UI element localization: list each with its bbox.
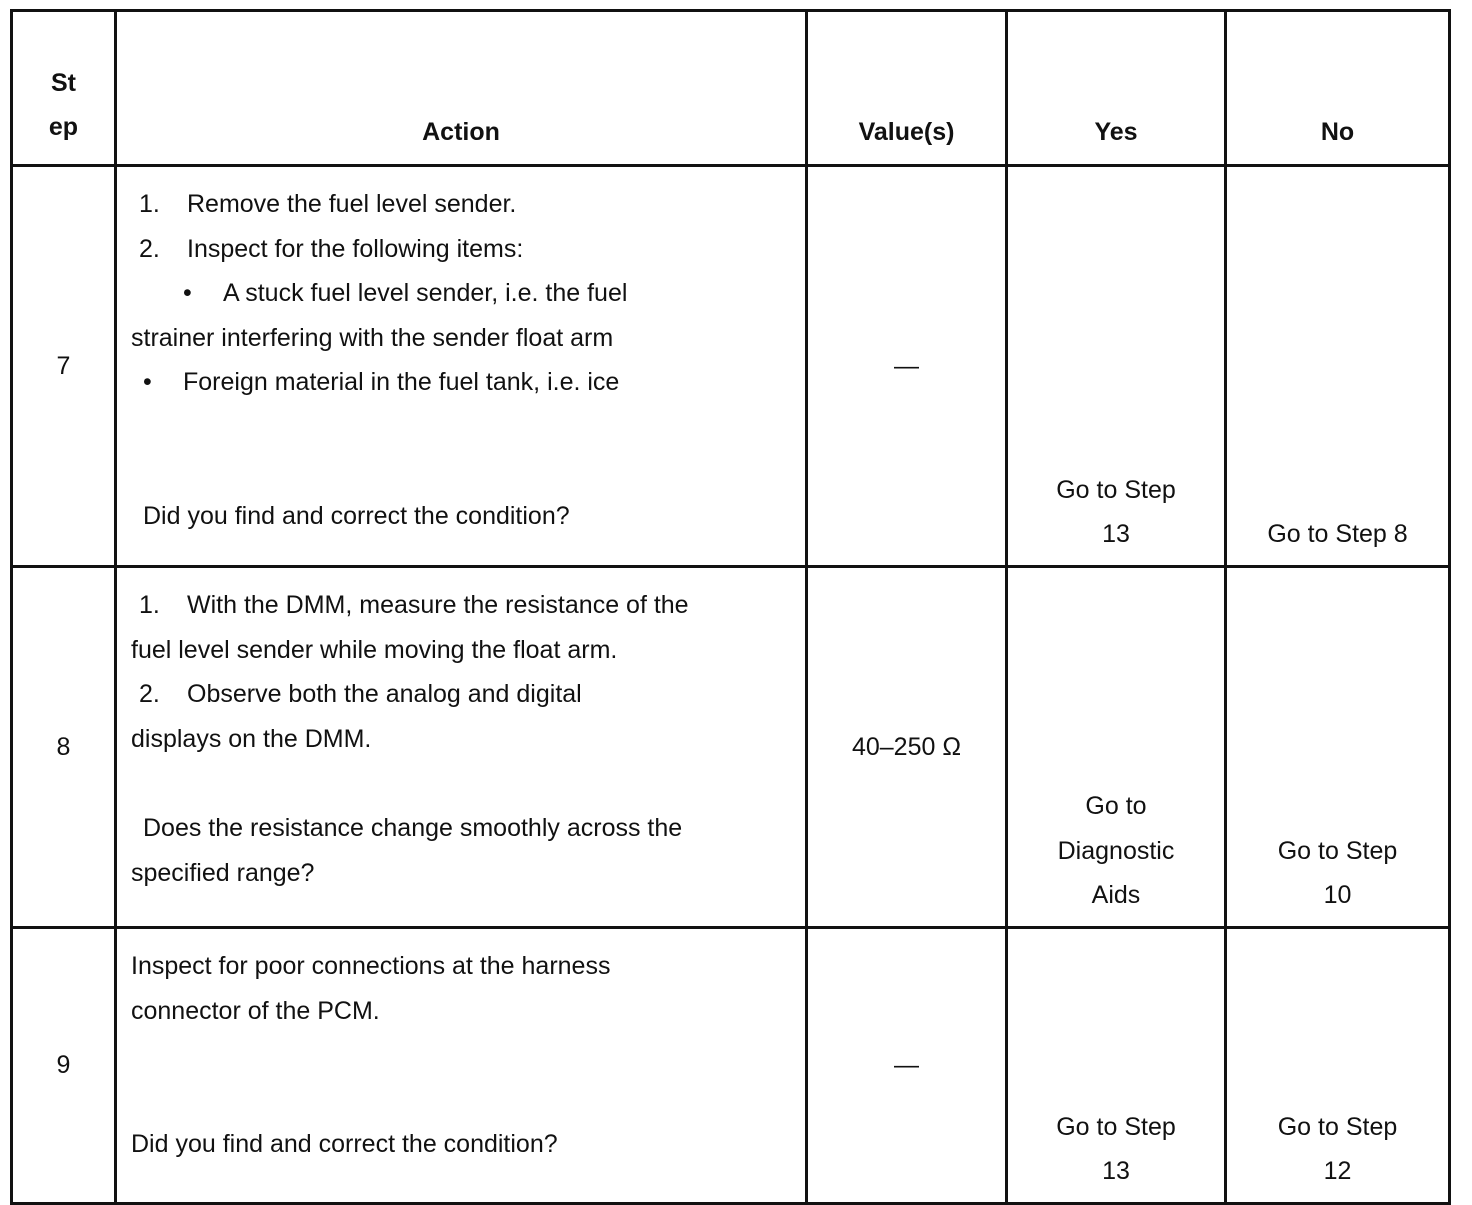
yes-text: Diagnostic — [1057, 836, 1175, 865]
header-action: Action — [116, 11, 807, 166]
question — [135, 494, 791, 539]
bullet-item — [135, 271, 791, 316]
list-item-continuation: displays on the DMM. — [131, 724, 372, 753]
value-cell: — — [807, 166, 1007, 567]
header-step — [12, 11, 116, 166]
list-item — [135, 182, 791, 227]
yes-text: 13 — [1102, 520, 1130, 549]
no-cell — [1226, 567, 1450, 928]
header-values: Value(s) — [807, 11, 1007, 166]
item-text: Foreign material in the fuel tank, i.e. ice — [183, 368, 620, 397]
yes-text: Aids — [1091, 881, 1141, 910]
item-number: 1. — [139, 591, 160, 619]
header-row — [12, 11, 1450, 166]
bullet-item-continuation: strainer interfering with the sender float arm — [131, 323, 614, 352]
yes-cell — [1007, 928, 1226, 1204]
list-item — [135, 583, 791, 628]
item-number: 1. — [139, 190, 160, 218]
header-step-line2: ep — [48, 113, 79, 142]
list-item — [135, 227, 791, 272]
action-text: connector of the PCM. — [131, 996, 380, 1025]
item-text: Observe both the analog and digital — [187, 680, 582, 709]
item-text: Inspect for the following items: — [187, 234, 524, 263]
step-number: 8 — [12, 567, 116, 928]
header-no: No — [1226, 11, 1450, 166]
item-text: With the DMM, measure the resistance of the — [187, 591, 689, 619]
diagnostic-table — [10, 9, 1451, 1205]
list-item-continuation: fuel level sender while moving the float arm. — [131, 635, 618, 664]
question-text: Did you find and correct the condition? — [143, 502, 570, 531]
value-cell: — — [807, 928, 1007, 1204]
no-text: Go to Step — [1277, 836, 1398, 865]
question-text: Did you find and correct the condition? — [131, 1130, 558, 1159]
yes-cell — [1007, 166, 1226, 567]
action-cell — [116, 166, 807, 567]
value-cell: 40–250 Ω — [807, 567, 1007, 928]
spacer — [135, 450, 791, 495]
step-number: 7 — [12, 166, 116, 567]
bullet-icon: • — [143, 368, 152, 397]
no-text: 10 — [1323, 881, 1352, 910]
no-text: 12 — [1323, 1157, 1352, 1186]
yes-text: 13 — [1102, 1157, 1130, 1186]
table-row-step-7 — [12, 166, 1450, 567]
table-row-step-9 — [12, 928, 1450, 1204]
action-cell — [116, 567, 807, 928]
header-yes: Yes — [1007, 11, 1226, 166]
no-text: Go to Step — [1277, 1112, 1398, 1141]
yes-text: Go to Step — [1056, 475, 1176, 504]
no-cell — [1226, 166, 1450, 567]
bullet-icon: • — [183, 279, 192, 308]
header-step-line1: St — [51, 68, 76, 97]
question-text: Does the resistance change smoothly across the — [143, 813, 683, 842]
no-text: Go to Step 8 — [1267, 520, 1408, 549]
item-text: A stuck fuel level sender, i.e. the fuel — [223, 279, 628, 308]
question-continuation: specified range? — [131, 858, 315, 887]
item-number: 2. — [139, 234, 160, 263]
yes-text: Go to — [1085, 792, 1147, 821]
list-item — [135, 672, 791, 717]
spacer — [135, 1033, 791, 1078]
item-number: 2. — [139, 680, 160, 709]
no-cell — [1226, 928, 1450, 1204]
item-text: Remove the fuel level sender. — [187, 190, 517, 218]
spacer — [135, 761, 791, 806]
yes-cell — [1007, 567, 1226, 928]
action-text: Inspect for poor connections at the harness — [131, 952, 611, 980]
question — [135, 806, 791, 851]
spacer — [135, 1078, 791, 1123]
step-number: 9 — [12, 928, 116, 1204]
bullet-item — [135, 360, 791, 405]
yes-text: Go to Step — [1056, 1112, 1176, 1141]
spacer — [135, 405, 791, 450]
table-row-step-8 — [12, 567, 1450, 928]
action-cell — [116, 928, 807, 1204]
